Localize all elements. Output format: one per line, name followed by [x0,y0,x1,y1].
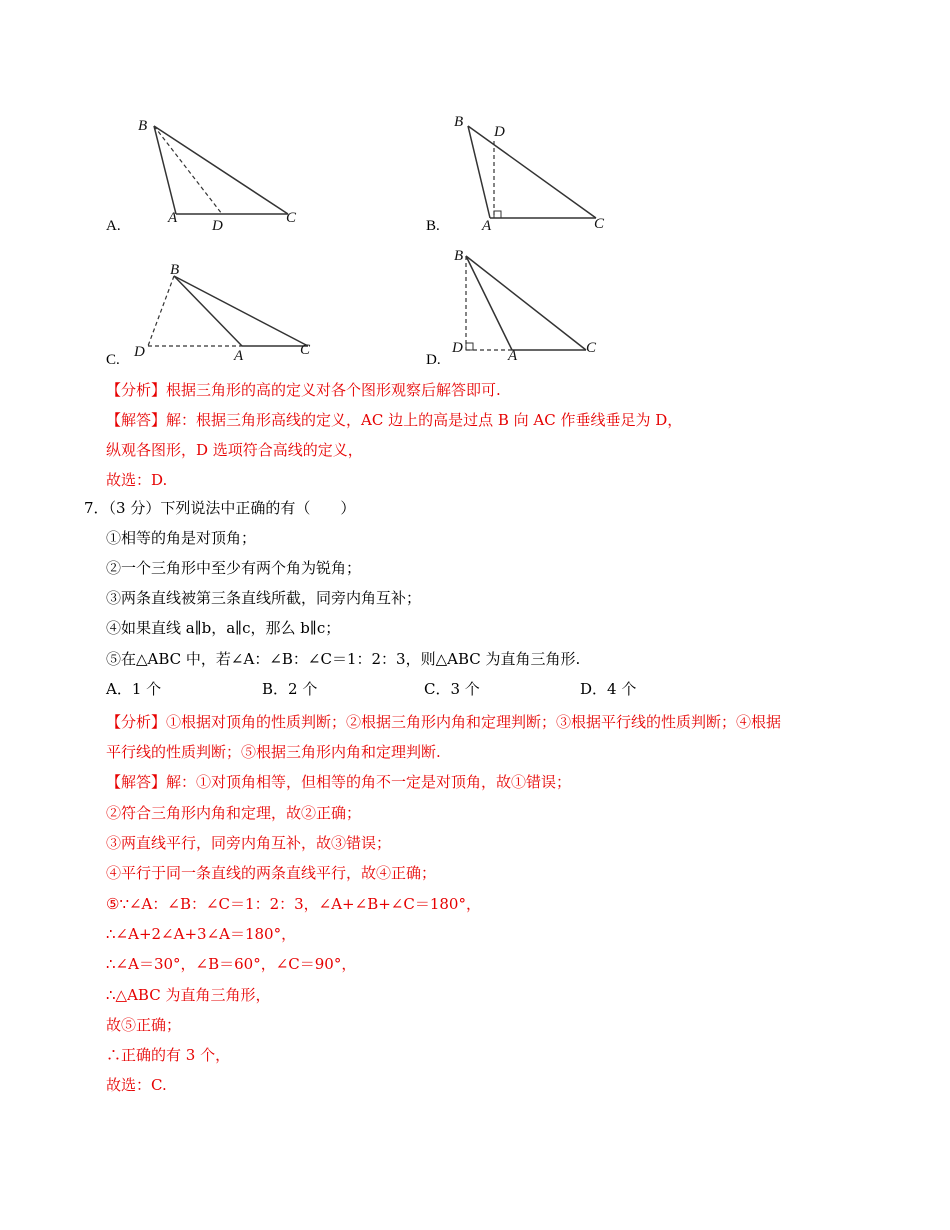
figure-c-label-d: D [134,344,145,360]
figure-d-label-a: A [508,348,518,364]
q7-answer-line: ∴正确的有 3 个， [106,1046,231,1064]
q7-answer-line: ⑤∵∠A：∠B：∠C＝1：2：3，∠A+∠B+∠C＝180°， [106,895,481,913]
q7-answer-line: 故⑤正确； [106,1016,182,1034]
q7-statement: ⑤在△ABC 中，若∠A：∠B：∠C＝1：2：3，则△ABC 为直角三角形. [106,650,581,668]
figure-a [130,108,310,233]
q7-choice-a: A．1 个 [106,680,162,698]
q7-choice-d: D．4 个 [580,680,637,698]
figure-d-option-label: D. [426,352,441,368]
q7-answer-line: ②符合三角形内角和定理，故②正确； [106,804,362,822]
figure-d-label-c: C [586,340,597,356]
figure-b-option-label: B. [426,218,440,234]
figure-c-option-label: C. [106,352,120,368]
figure-a-label-c: C [286,210,297,226]
figure-c-label-a: A [234,348,244,364]
figure-c [130,258,325,368]
q7-choice-c: C．3 个 [424,680,480,698]
figure-a-label-b: B [138,118,148,134]
figure-b-label-a: A [482,218,492,234]
q6-answer-line3: 故选：D. [106,471,168,489]
q7-stem: 7．（3 分）下列说法中正确的有（ ） [84,499,356,517]
q7-answer-line: ∴∠A＝30°，∠B＝60°，∠C＝90°， [106,955,357,973]
q6-answer-line1: 【解答】解：根据三角形高线的定义，AC 边上的高是过点 B 向 AC 作垂线垂足为 D， [106,411,683,429]
q7-answer-line: ④平行于同一条直线的两条直线平行，故④正确； [106,864,437,882]
q7-statement: ④如果直线 a∥b，a∥c，那么 b∥c； [106,619,341,637]
figure-b [448,108,608,236]
figure-c-label-c: C [300,342,311,358]
figure-b-label-c: C [594,216,605,232]
q7-answer-line: ∴∠A+2∠A+3∠A＝180°， [106,925,297,943]
figure-d-label-b: B [454,248,464,264]
q7-choice-b: B．2 个 [262,680,318,698]
figure-a-option-label: A. [106,218,121,234]
figure-b-label-d: D [494,124,505,140]
figure-d [448,244,613,364]
q7-statement: ③两条直线被第三条直线所截，同旁内角互补； [106,589,422,607]
q7-answer-line: ∴△ABC 为直角三角形， [106,986,271,1004]
q7-statement: ②一个三角形中至少有两个角为锐角； [106,559,362,577]
figure-a-label-a: A [168,210,178,226]
figure-c-label-b: B [170,262,180,278]
q6-analysis: 【分析】根据三角形的高的定义对各个图形观察后解答即可. [106,381,501,399]
figure-b-label-b: B [454,114,464,130]
q7-analysis-line2: 平行线的性质判断；⑤根据三角形内角和定理判断. [106,743,441,761]
q7-answer-line: 故选：C. [106,1076,167,1094]
q7-answer-line: 【解答】解：①对顶角相等，但相等的角不一定是对顶角，故①错误； [106,773,572,791]
q7-analysis-line1: 【分析】①根据对顶角的性质判断；②根据三角形内角和定理判断；③根据平行线的性质判断；④根据 [106,713,782,731]
q7-answer-line: ③两直线平行，同旁内角互补，故③错误； [106,834,392,852]
q7-statement: ①相等的角是对顶角； [106,529,257,547]
figure-a-label-d: D [212,218,223,233]
q6-answer-line2: 纵观各图形，D 选项符合高线的定义， [106,441,363,459]
figure-d-label-d: D [452,340,463,356]
